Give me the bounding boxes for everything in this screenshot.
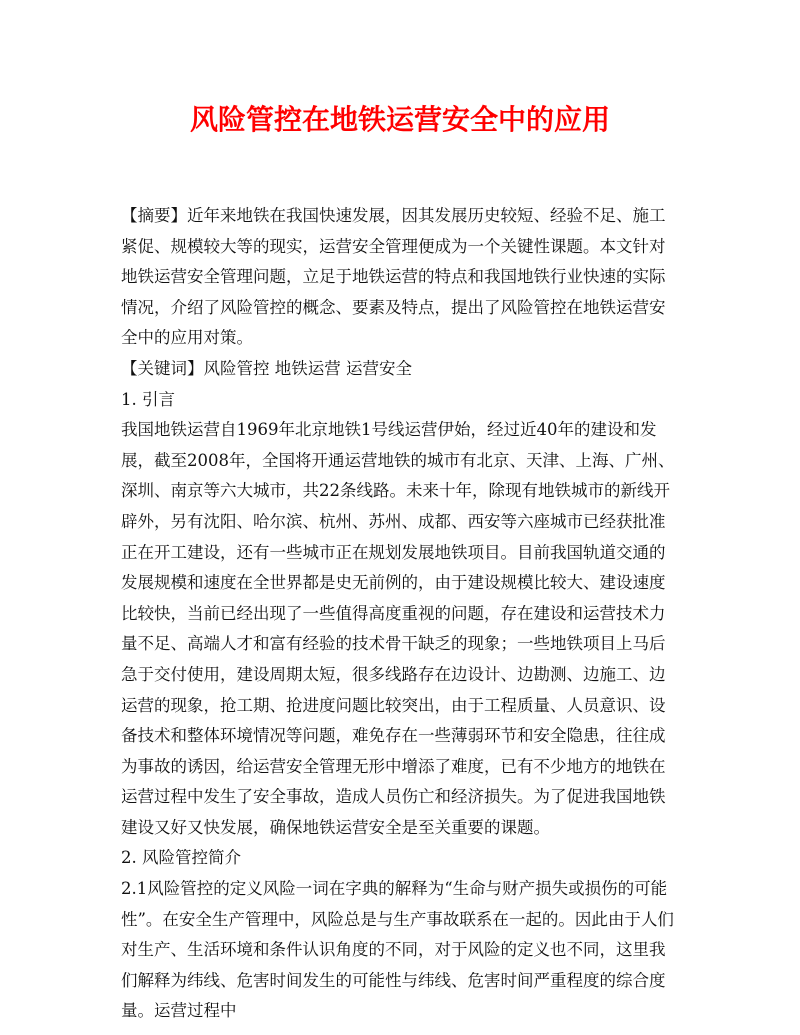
section-2-1-paragraph: 2.1风险管控的定义风险一词在字典的解释为“生命与财产损失或损伤的可能性”。在安全生产管理中，风险总是与生产事故联系在一起的。因此由于人们对生产、生活环境和条件认识角度的不同，对于风险的定义也不同，这里我们解释为纬线、危害时间发生的可能性与纬线、危害时间严重程度的综合度量。运营过程中 — [121, 879, 674, 1021]
section-1-heading: 1. 引言 — [121, 389, 175, 409]
document-title: 风险管控在地铁运营安全中的应用 — [189, 103, 610, 136]
section-2-heading: 2. 风险管控简介 — [121, 848, 241, 868]
keywords-line: 【关键词】风险管控 地铁运营 运营安全 — [121, 358, 412, 378]
section-1-paragraph: 我国地铁运营自1969年北京地铁1号线运营伊始，经过近40年的建设和发展，截至2008年，全国将开通运营地铁的城市有北京、天津、上海、广州、深圳、南京等六大城市，共22条线路。未来十年，除现有地铁城市的新线开辟外，另有沈阳、哈尔滨、杭州、苏州、成都、西安等六座城市已经获批准正在开工建设，还有一些城市正在规划发展地铁项目。目前我国轨道交通的发展规模和速度在全世界都是史无前例的，由于建设规模比较大、建设速度比较快，当前已经出现了一些值得高度重视的问题，存在建设和运营技术力量不足、高端人才和富有经验的技术骨干缺乏的现象；一些地铁项目上马后急于交付使用，建设周期太短，很多线路存在边设计、边勘测、边施工、边运营的现象，抢工期、抢进度问题比较突出，由于工程质量、人员意识、设备技术和整体环境情况等问题，难免存在一些薄弱环节和安全隐患，往往成为事故的诱因，给运营安全管理无形中增添了难度，已有不少地方的地铁在运营过程中发生了安全事故，造成人员伤亡和经济损失。为了促进我国地铁建设又好又快发展，确保地铁运营安全是至关重要的课题。 — [121, 420, 675, 837]
abstract-paragraph: 【摘要】近年来地铁在我国快速发展，因其发展历史较短、经验不足、施工紧促、规模较大等的现实，运营安全管理便成为一个关键性课题。本文针对地铁运营安全管理问题，立足于地铁运营的特点和我国地铁行业快速的实际情况，介绍了风险管控的概念、要素及特点，提出了风险管控在地铁运营安全中的应用对策。 — [121, 206, 666, 348]
document-body — [121, 201, 681, 1027]
